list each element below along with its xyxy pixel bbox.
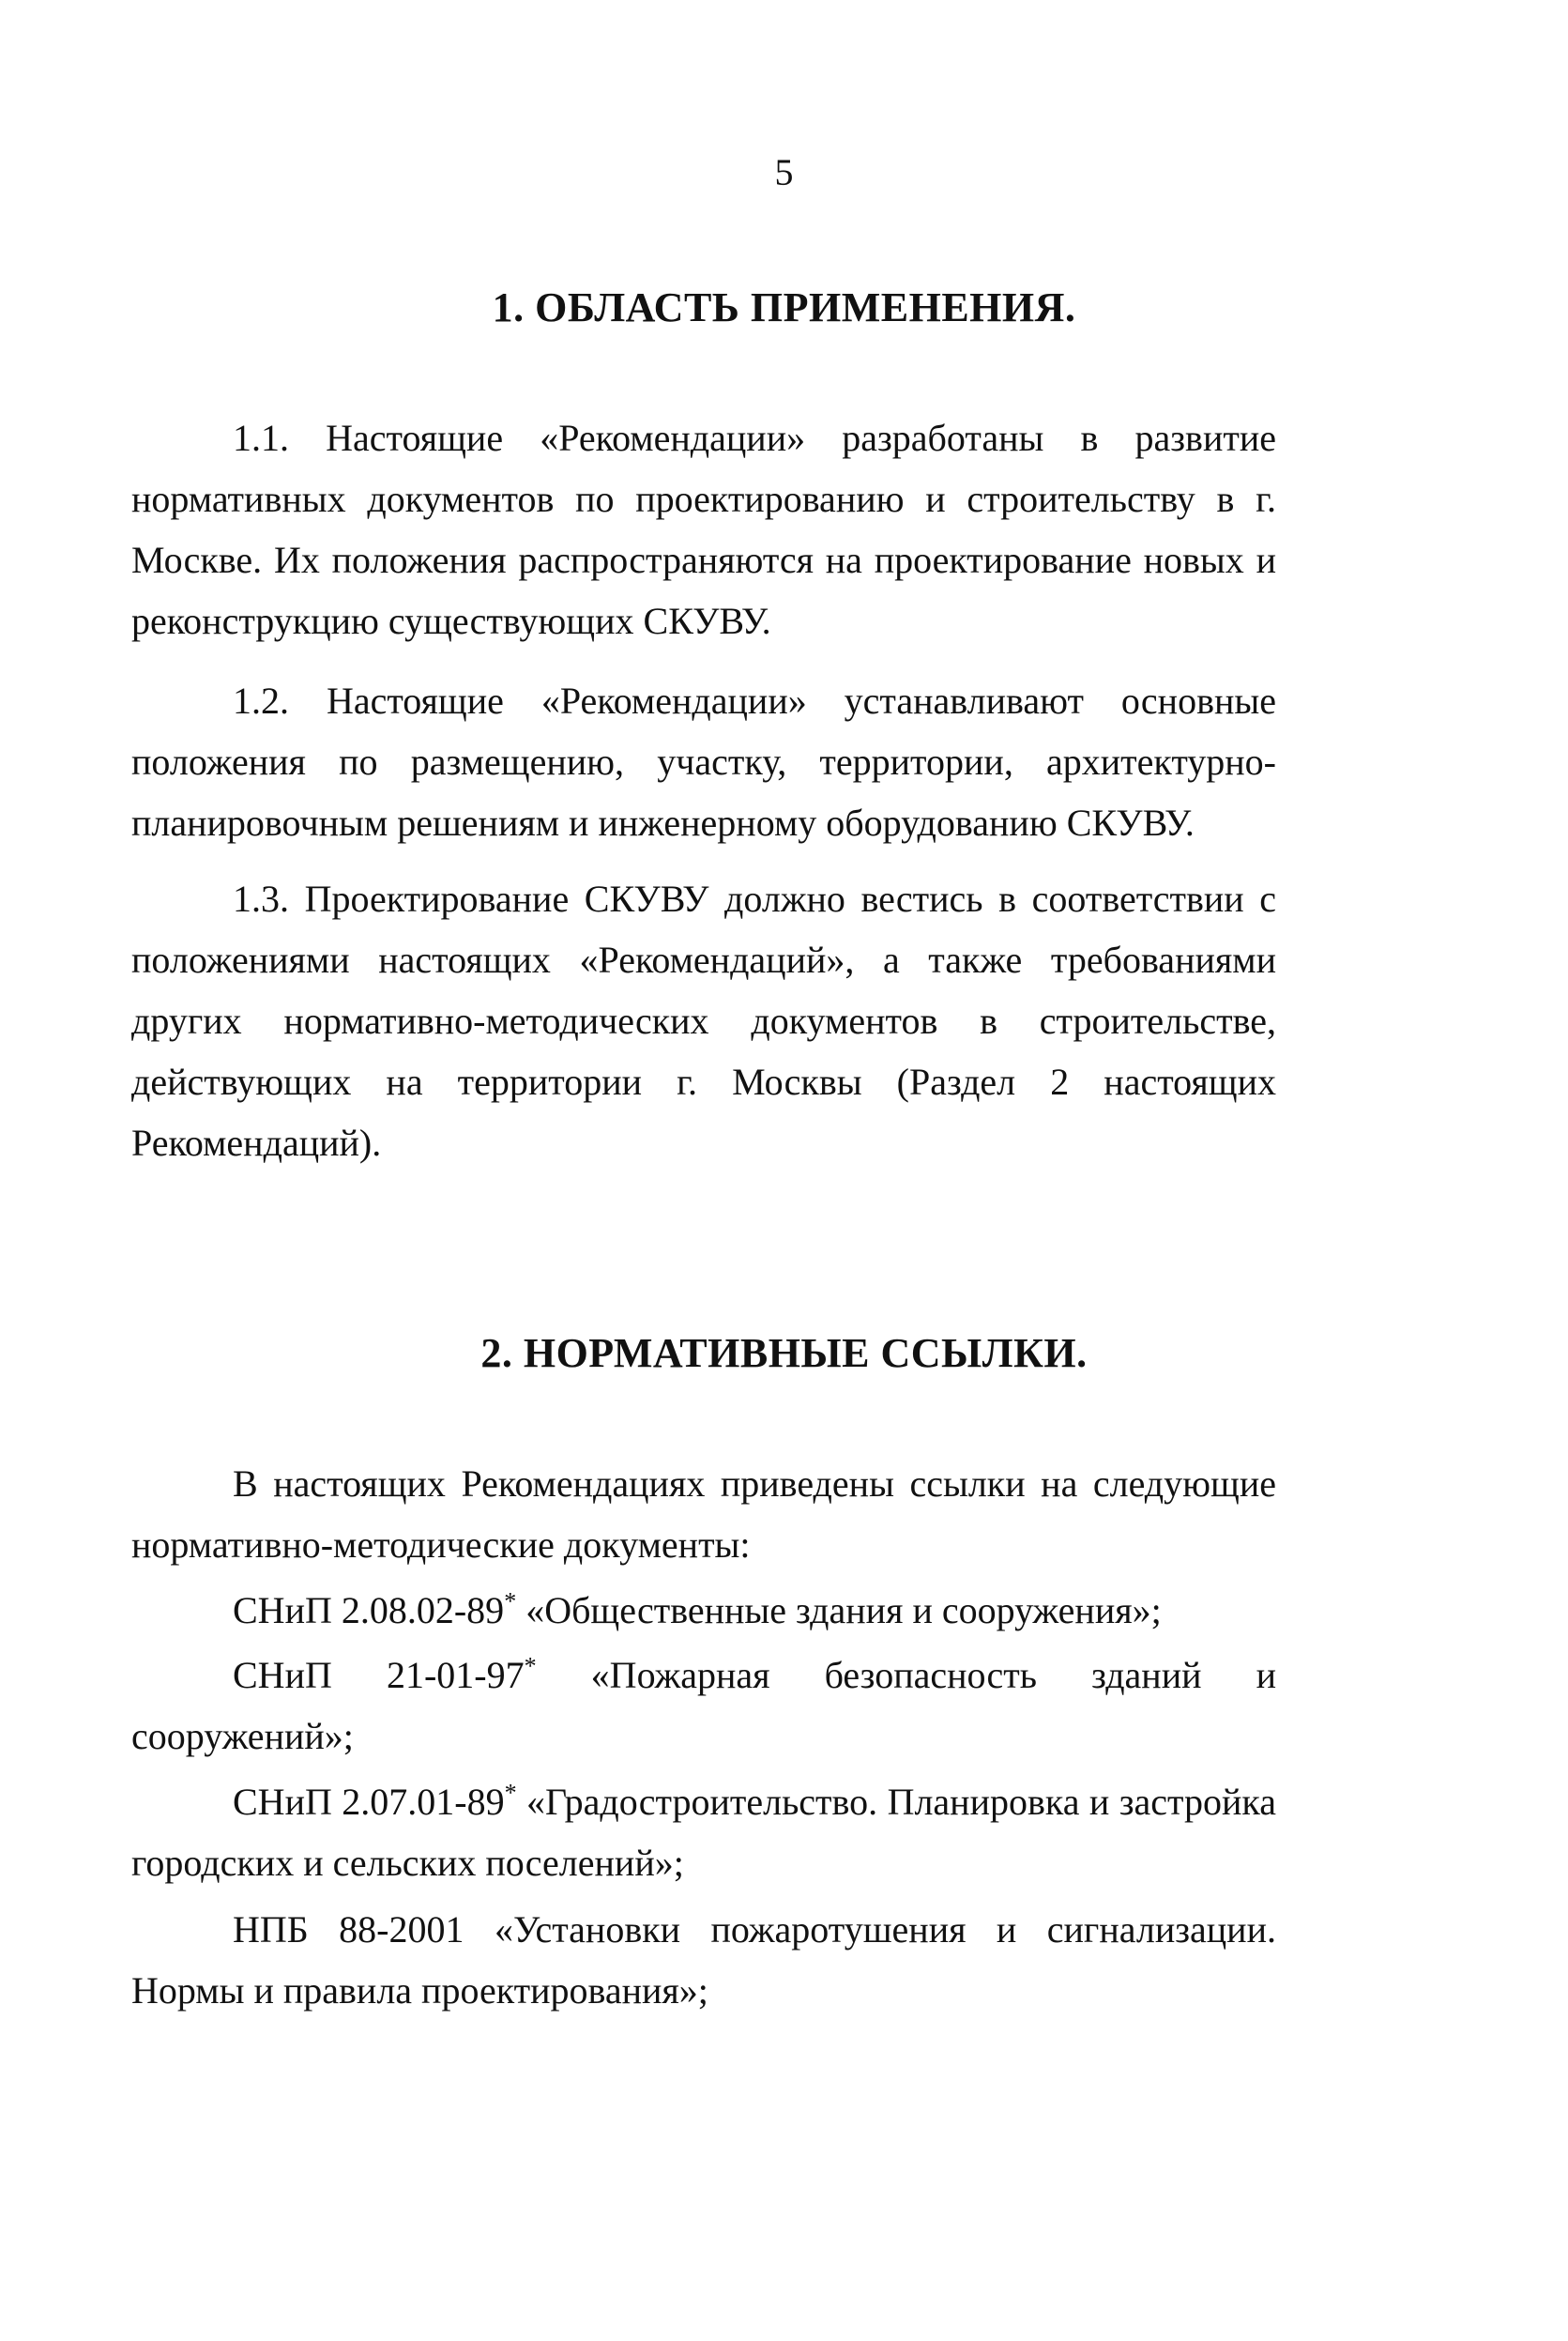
paragraph-1-1: 1.1. Настоящие «Рекомендации» разработаны в развитие нормативных документов по проектированию и строительству в г. Москве. Их положения распространяются на проектирование новых и реконструкцию существующих СКУВУ. <box>131 417 1276 642</box>
reference-code: СНиП 2.08.02-89 <box>233 1589 505 1631</box>
reference-code: НПБ 88-2001 <box>233 1908 464 1951</box>
reference-item <box>131 1580 1276 1641</box>
reference-title: «Общественные здания и сооружения»; <box>516 1589 1162 1631</box>
reference-item <box>131 1771 1276 1893</box>
page-number: 5 <box>774 151 794 193</box>
references-intro: В настоящих Рекомендациях приведены ссылки на следующие нормативно-методические документы: <box>131 1462 1276 1566</box>
section-1-title: 1. ОБЛАСТЬ ПРИМЕНЕНИЯ. <box>492 284 1076 330</box>
paragraph-1-3: 1.3. Проектирование СКУВУ должно вестись в соответствии с положениями настоящих «Рекомендаций», а также требованиями других нормативно-методических документов в строительстве, действующих на территории г. Москвы (Раздел 2 настоящих Рекомендаций). <box>131 878 1276 1164</box>
paragraph-1-2: 1.2. Настоящие «Рекомендации» устанавливают основные положения по размещению, участку, территории, архитектурно-планировочным решениям и инженерному оборудованию СКУВУ. <box>131 680 1276 844</box>
reference-item <box>131 1899 1276 2021</box>
reference-mark: * <box>504 1587 517 1615</box>
reference-title: «Пожарная безопасность зданий и сооружений»; <box>131 1654 1277 1757</box>
reference-item <box>131 1645 1276 1767</box>
reference-code: СНиП 2.07.01-89 <box>233 1781 505 1823</box>
section-2-title: 2. НОРМАТИВНЫЕ ССЫЛКИ. <box>480 1330 1088 1376</box>
reference-title: «Градостроительство. Планировка и застройка городских и сельских поселений»; <box>131 1781 1276 1884</box>
reference-title: «Установки пожаротушения и сигнализации. Нормы и правила проектирования»; <box>131 1908 1276 2012</box>
reference-code: СНиП 21-01-97 <box>233 1654 525 1696</box>
reference-mark: * <box>524 1652 537 1680</box>
reference-mark: * <box>504 1779 517 1807</box>
